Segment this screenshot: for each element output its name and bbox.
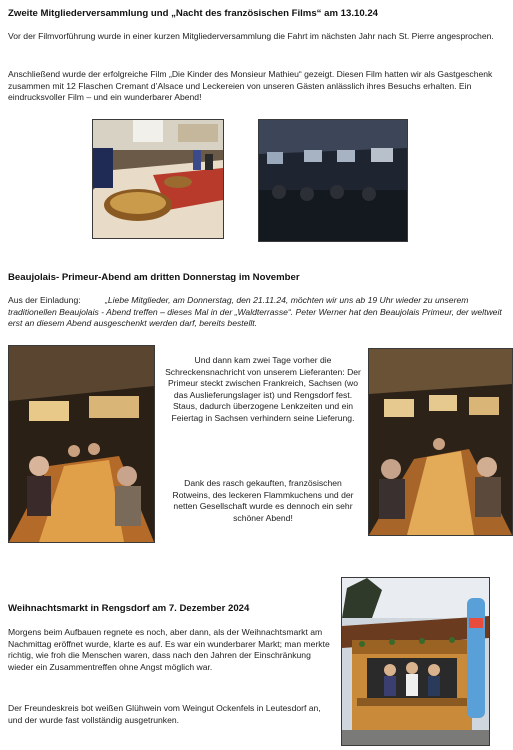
section2-middle-para1: Und dann kam zwei Tage vorher die Schreckensnachricht von unserem Lieferanten: Der Primeur steckt zwischen Frankreich, Sachsen (wo das Auslieferungslager ist) und Rengsdorf fest. Staus, dadurch überzogene Lenkzeiten und ein Feiertag in Sachsen verhindern seine Lieferung. [165,355,361,423]
section1-para2: Anschließend wurde der erfolgreiche Film „Die Kinder des Monsieur Mathieu“ gezeigt. Diesen Film hatten wir als Gastgeschenk zusammen mit 12 Flaschen Cremant d’Alsace und Leckereien von unseren Gästen anlässlich ihres Besuchs erhalten. Ein eindrucksvoller Film – und ein wunderbarer Abend! [8,69,493,103]
section2-invitation [8,295,504,330]
photo-beaujolais-left [8,345,155,543]
section3-para1: Morgens beim Aufbauen regnete es noch, aber dann, als der Weihnachtsmarkt am Nachmittag eröffnet wurde, klarte es auf. Es war ein wunderbarer Markt; man merkte richtig, wie froh die Menschen waren, dass nach den Jahren der Einschränkung wieder ein Zusammentreffen ohne Angst möglich war. [8,627,330,672]
section3-para2: Der Freundeskreis bot weißen Glühwein vom Weingut Ockenfels in Leutesdorf an, und der wurde fast vollständig ausgetrunken. [8,703,321,725]
section1-para1: Vor der Filmvorführung wurde in einer kurzen Mitgliederversammlung die Fahrt im nächsten Jahr nach St. Pierre angesprochen. [8,31,494,41]
photo-buffet-table [92,119,224,239]
invitation-quote: „Liebe Mitglieder, am Donnerstag, den 21.11.24, möchten wir uns ab 19 Uhr wieder zu unserem traditionellen Beaujolais - Abend treffen – dieses Mal in der „Waldterrasse“. Peter Werner hat den Beaujolais Primeur, der weltweit erst an diesem Abend ausgeschenkt werden darf, bereits bestellt. [8,295,502,329]
section3-title: Weihnachtsmarkt in Rengsdorf am 7. Dezember 2024 [8,603,250,614]
photo-beaujolais-right [368,348,513,536]
photo-christmas-market-stand [341,577,490,746]
photo-film-evening-room [258,119,408,242]
section1-title: Zweite Mitgliederversammlung und „Nacht des französischen Films“ am 13.10.24 [8,8,379,19]
invitation-lead: Aus der Einladung: [8,295,81,305]
section2-middle-para2: Dank des rasch gekauften, französischen Rotweins, des leckeren Flammkuchens und der netten Gesellschaft wurde es dennoch ein sehr schöner Abend! [172,478,354,523]
section2-title: Beaujolais- Primeur-Abend am dritten Donnerstag im November [8,272,300,283]
